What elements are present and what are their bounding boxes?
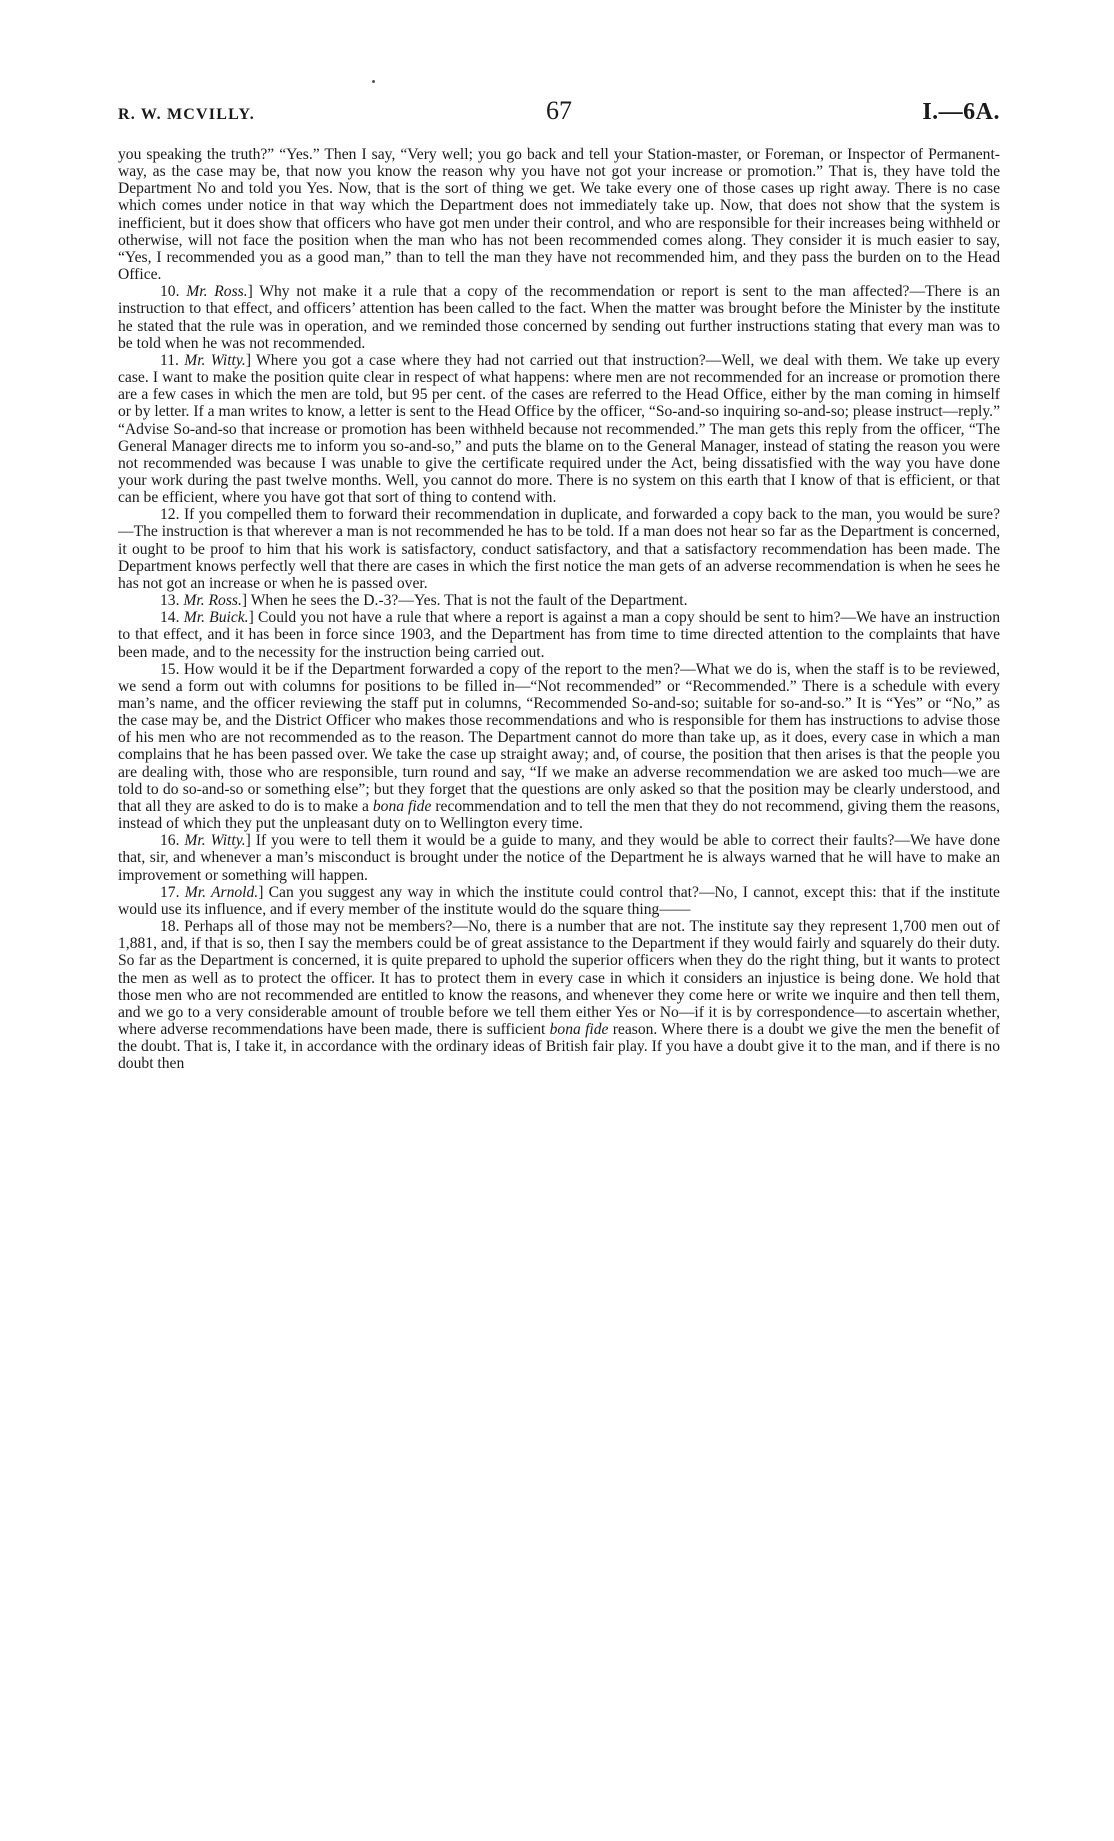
speaker-name: Mr. Ross.	[183, 592, 242, 610]
paragraph-11: 11. Mr. Witty.] Where you got a case where they had not carried out that instruction?—Well, we deal with them. We take up every case. I want to make the position quite clear in respect of what happens: where men are not recommended for an increase or promotion there are a few cases in which the men are told, but 95 per cent. of the cases are referred to the Head Office, either by the man coming in himself or by letter. If a man writes to know, a letter is sent to the Head Office by the officer, “So-and-so inquiring so-and-so; please instruct—reply.” “Advise So-and-so that increase or promotion has been withheld because not recommended.” The man gets this reply from the officer, “The General Manager directs me to inform you so-and-so,” and puts the blame on to the General Manager, instead of stating the reason you were not recommended was because I was unable to give the certificate required under the Act, being dissatisfied with the way you have done your work during the past twelve months. Well, you cannot do more. There is no system on this earth that I know of that is efficient, or that can be efficient, where you have got that sort of thing to contend with.	[118, 351, 1000, 507]
speaker-name: Mr. Arnold.	[184, 883, 259, 901]
paragraph-text: How would it be if the Department forwarded a copy of the report to the men?—What we do is, when the staff is to be reviewed, we send a form out with columns for positions to be filled in—“Not recommended” or “Recommended.” There is a schedule with every man’s name, and the officer reviewing the staff put in columns, “Recommended So-and-so; suitable for so-and-so.” It is “Yes” or “No,” as the case may be, and the District Officer who makes those recommendations and who is responsible for them has instructions to advise those of his men who are not recommended as to the reason. The Department cannot do more than take up, as it does, every case in which a man complains that he has been passed over. We take the case up straight away; and, of course, the position that then arises is that the people you are dealing with, those who are responsible, turn round and say, “If we make an adverse recommendation we are asked too much—we are told to do so-and-so or something else”; but they forget that the questions are only asked so that the position may be clearly understood, and that all they are asked to do is to make a bona fide recommendation and to tell the men that they do not recommend, giving them the reasons, instead of which they put the unpleasant duty on to Wellington every time.	[118, 660, 1000, 833]
page-header	[118, 96, 1000, 140]
body-text	[118, 146, 1000, 1072]
paragraph-text: Can you suggest any way in which the institute could control that?—No, I cannot, except this: that if the institute would use its influence, and if every member of the institute would do the square thing——	[118, 883, 1000, 918]
paragraph-text: you speaking the truth?” “Yes.” Then I say, “Very well; you go back and tell your Station-master, or Foreman, or Inspector of Permanent-way, as the case may be, that now you know the reason why you have not got your increase or promotion.” That is, they have told the Department No and told you Yes. Now, that is the sort of thing we get. We take every one of those cases up right away. There is no case which comes under notice in that way which the Department does not immediately take up. Now, that does not show that the system is inefficient, but it does show that officers who have got men under their control, and who are responsible for their increases being withheld or otherwise, will not face the position when the man who has not been recommended comes along. They consider it is much easier to say, “Yes, I recommended you as a good man,” than to tell the man they have not recommended him, and they pass the burden on to the Head Office.	[118, 146, 1000, 284]
speaker-name: Mr. Witty.	[184, 351, 246, 369]
paragraph-16: 16. Mr. Witty.] If you were to tell them it would be a guide to many, and they would be able to correct their faults?—We have done that, sir, and whenever a man’s misconduct is brought under the notice of the Department he is always warned that he will have to make an improvement or something will happen.	[118, 832, 1000, 884]
paragraph-text: Why not make it a rule that a copy of the recommendation or report is sent to the man affected?—There is an instruction to that effect, and officers’ attention has been called to the fact. When the matter was brought before the Minister by the institute he stated that the rule was in operation, and we reminded those concerned by sending out further instructions stating that every man was to be told when he was not recommended.	[118, 283, 1001, 352]
paragraph-number: 16.	[160, 832, 180, 850]
paragraph-text: If you were to tell them it would be a guide to many, and they would be able to correct their faults?—We have done that, sir, and whenever a man’s misconduct is brought under the notice of the Department he is always warned that he will have to make an improvement or something will happen.	[118, 832, 1000, 884]
speaker-name: Mr. Ross.	[186, 283, 248, 301]
latin-phrase: bona fide	[549, 1020, 609, 1038]
paragraph-12	[118, 506, 1000, 592]
speaker-name: Mr. Witty.	[184, 832, 246, 850]
paragraph-number: 12.	[160, 506, 180, 524]
paragraph-13: 13. Mr. Ross.] When he sees the D.-3?—Yes. That is not the fault of the Department.	[160, 592, 688, 610]
paragraph-number: 17.	[160, 883, 180, 901]
paragraph-text: Could you not have a rule that where a report is against a man a copy should be sent to him?—We have an instruction to that effect, and it has been in force since 1903, and the Department has from time to time directed attention to the complaints that have been made, and to the necessity for the instruction being carried out.	[118, 609, 1001, 661]
document-page	[118, 96, 1000, 1072]
paragraph-number: 18.	[160, 918, 180, 936]
paragraph-text: If you compelled them to forward their recommendation in duplicate, and forwarded a copy back to the man, you would be sure?—The instruction is that wherever a man is not recommended he has to be told. If a man does not hear so far as the Department is concerned, it ought to be proof to him that his work is satisfactory, conduct satisfactory, and that a satisfactory recommendation has been made. The Department knows perfectly well that there are cases in which the first notice the man gets of an adverse recommendation is when he sees he has not got an increase or when he is passed over.	[118, 506, 1000, 592]
paragraph-number: 15.	[160, 660, 180, 678]
paragraph-15	[118, 661, 1000, 833]
witness-name: R. W. MCVILLY.	[118, 106, 255, 123]
page-number: 67	[546, 96, 572, 125]
paragraph-14: 14. Mr. Buick.] Could you not have a rule that where a report is against a man a copy should be sent to him?—We have an instruction to that effect, and it has been in force since 1903, and the Department has from time to time directed attention to the complaints that have been made, and to the necessity for the instruction being carried out.	[118, 609, 1001, 661]
stray-mark	[372, 80, 375, 83]
paragraph-text: Perhaps all of those may not be members?—No, there is a number that are not. The institute say they represent 1,700 men out of 1,881, and, if that is so, then I say the members could be of great assistance to the Department if they would fairly and squarely do their duty. So far as the Department is concerned, it is quite prepared to uphold the superior officers when they do the right thing, but it wants to protect the men as well as to protect the officer. It has to protect them in every case in which it considers an injustice is being done. We hold that those men who are not recommended are entitled to know the reasons, and whenever they come here or write we inquire and then tell them, and we go to a very considerable amount of trouble before we tell them either Yes or No—if it is by correspondence—to ascertain whether, where adverse recommendations have been made, there is sufficient bona fide reason. Where there is a doubt we give the men the benefit of the doubt. That is, I take it, in accordance with the ordinary ideas of British fair play. If you have a doubt give it to the man, and if there is no doubt then	[118, 918, 1000, 1073]
paragraph-18	[118, 918, 1000, 1072]
paragraph-number: 11.	[160, 351, 179, 369]
paragraph-text: Where you got a case where they had not carried out that instruction?—Well, we deal with them. We take up every case. I want to make the position quite clear in respect of what happens: where men are not recommended for an increase or promotion there are a few cases in which the men are told, but 95 per cent. of the cases are referred to the Head Office, either by the man coming in himself or by letter. If a man writes to know, a letter is sent to the Head Office by the officer, “So-and-so inquiring so-and-so; please instruct—reply.” “Advise So-and-so that increase or promotion has been withheld because not recommended.” The man gets this reply from the officer, “The General Manager directs me to inform you so-and-so,” and puts the blame on to the General Manager, instead of stating the reason you were not recommended was because I was unable to give the certificate required under the Act, being dissatisfied with the way you have done your work during the past twelve months. Well, you cannot do more. There is no system on this earth that I know of that is efficient, or that can be efficient, where you have got that sort of thing to contend with.	[118, 351, 1000, 507]
document-reference: I.—6A.	[922, 99, 1000, 125]
speaker-name: Mr. Buick.	[183, 609, 249, 627]
paragraph-number: 13.	[160, 592, 180, 610]
paragraph-17: 17. Mr. Arnold.] Can you suggest any way in which the institute could control that?—No, I cannot, except this: that if the institute would use its influence, and if every member of the institute would do the square thing——	[118, 883, 1000, 918]
paragraph-number: 14.	[160, 609, 180, 627]
paragraph-number: 10.	[160, 283, 180, 301]
latin-phrase: bona fide	[372, 797, 432, 815]
paragraph-10: 10. Mr. Ross.] Why not make it a rule that a copy of the recommendation or report is sent to the man affected?—There is an instruction to that effect, and officers’ attention has been called to the fact. When the matter was brought before the Minister by the institute he stated that the rule was in operation, and we reminded those concerned by sending out further instructions stating that every man was to be told when he was not recommended.	[118, 283, 1001, 352]
paragraph-continued	[118, 146, 1000, 283]
paragraph-text: When he sees the D.-3?—Yes. That is not the fault of the Department.	[250, 592, 688, 610]
